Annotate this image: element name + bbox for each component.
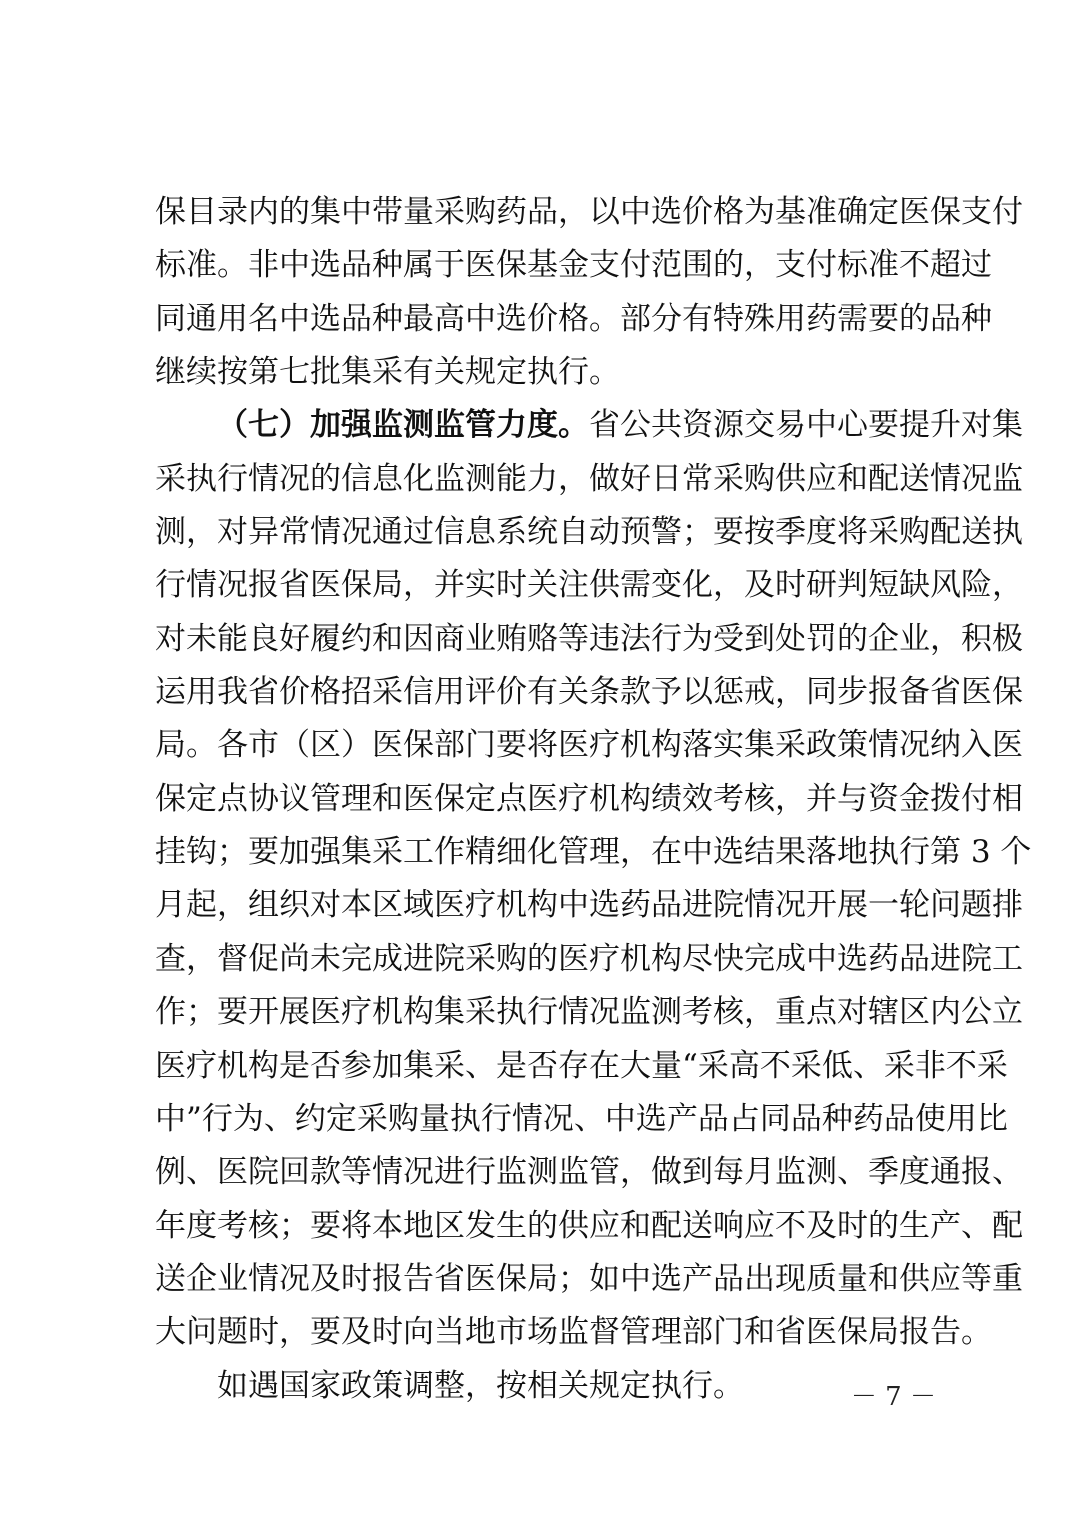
paragraph-1 — [155, 186, 1023, 399]
text-line: 作；要开展医疗机构集采执行情况监测考核，重点对辖区内公立 — [155, 994, 1023, 1031]
text-line: 局。各市（区）医保部门要将医疗机构落实集采政策情况纳入医 — [155, 727, 1023, 764]
section-heading: （七）加强监测监管力度。 — [217, 407, 589, 444]
text-line: 测，对异常情况通过信息系统自动预警；要按季度将采购配送执 — [155, 514, 1023, 551]
text-line: 月起，组织对本区域医疗机构中选药品进院情况开展一轮问题排 — [155, 887, 1023, 924]
text-line: 保目录内的集中带量采购药品，以中选价格为基准确定医保支付 — [155, 194, 1023, 230]
text-line: 例、医院回款等情况进行监测监管，做到每月监测、季度通报、 — [155, 1154, 1023, 1191]
paragraph-3 — [155, 1360, 945, 1413]
text-line: 继续按第七批集采有关规定执行。 — [155, 354, 620, 391]
page-number: － 7 － — [850, 1382, 936, 1412]
text-line: 如遇国家政策调整，按相关规定执行。 — [217, 1367, 744, 1404]
text-line: 中”行为、约定采购量执行情况、中选产品占同品种药品使用比 — [155, 1100, 1008, 1137]
heading-line-rest: 省公共资源交易中心要提升对集 — [589, 407, 1023, 444]
text-line: 查，督促尚未完成进院采购的医疗机构尽快完成中选药品进院工 — [155, 940, 1023, 977]
text-line: 运用我省价格招采信用评价有关条款予以惩戒，同步报备省医保 — [155, 674, 1023, 711]
text-line — [155, 399, 1023, 452]
text-line: 保定点协议管理和医保定点医疗机构绩效考核，并与资金拨付相 — [155, 780, 1023, 817]
text-line: 送企业情况及时报告省医保局；如中选产品出现质量和供应等重 — [155, 1260, 1023, 1297]
text-line: 挂钩；要加强集采工作精细化管理，在中选结果落地执行第 3 个 — [155, 834, 1032, 871]
text-line: 大问题时，要及时向当地市场监督管理部门和省医保局报告。 — [155, 1314, 992, 1351]
text-line: 同通用名中选品种最高中选价格。部分有特殊用药需要的品种 — [155, 300, 992, 337]
text-line: 行情况报省医保局，并实时关注供需变化，及时研判短缺风险， — [155, 567, 1023, 604]
text-line: 医疗机构是否参加集采、是否存在大量“采高不采低、采非不采 — [155, 1047, 1008, 1084]
text-line: 标准。非中选品种属于医保基金支付范围的，支付标准不超过 — [155, 247, 992, 284]
text-line: 对未能良好履约和因商业贿赂等违法行为受到处罚的企业，积极 — [155, 620, 1023, 657]
text-line: 年度考核；要将本地区发生的供应和配送响应不及时的生产、配 — [155, 1207, 1023, 1244]
paragraph-2 — [155, 399, 1032, 1359]
text-line: 采执行情况的信息化监测能力，做好日常采购供应和配送情况监 — [155, 460, 1023, 497]
body-text — [155, 186, 1032, 1413]
